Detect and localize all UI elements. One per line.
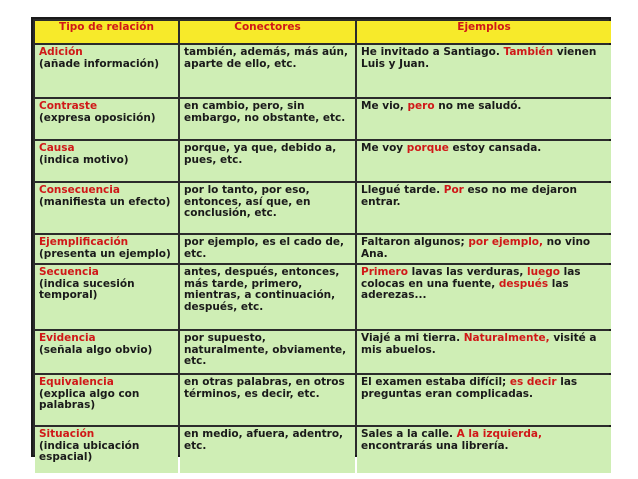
table-row xyxy=(35,331,611,373)
table-row xyxy=(35,375,611,425)
relation-type-cell xyxy=(35,99,178,139)
example-text: lavas las verduras, xyxy=(407,266,527,278)
example-text: estoy cansada. xyxy=(448,142,542,154)
relation-type-name: Causa xyxy=(39,142,75,154)
relation-type-cell xyxy=(35,265,178,329)
relation-type-name: Adición xyxy=(39,46,83,58)
relation-type-description: (expresa oposición) xyxy=(39,111,156,124)
table-row xyxy=(35,183,611,233)
example-cell xyxy=(357,375,611,425)
connectors-cell: por ejemplo, es el cado de, etc. xyxy=(180,235,355,263)
example-text: vienen Luis y Juan. xyxy=(361,46,597,70)
example-cell xyxy=(357,99,611,139)
example-connector-highlight: porque xyxy=(406,142,449,154)
example-cell xyxy=(357,45,611,97)
connectors-table-frame xyxy=(31,17,611,464)
connectors-cell: por lo tanto, por eso, entonces, así que, en conclusión, etc. xyxy=(180,183,355,233)
connectors-cell: antes, después, entonces, más tarde, primero, mientras, a continuación, después, etc. xyxy=(180,265,355,329)
example-connector-highlight: Naturalmente, xyxy=(463,332,550,344)
relation-type-name: Secuencia xyxy=(39,266,99,278)
example-connector-highlight: A la izquierda, xyxy=(456,428,542,440)
relation-type-name: Consecuencia xyxy=(39,184,120,196)
connectors-cell: porque, ya que, debido a, pues, etc. xyxy=(180,141,355,181)
table-row xyxy=(35,141,611,181)
table-header-row xyxy=(35,21,611,43)
connectors-cell: también, además, más aún, aparte de ello, etc. xyxy=(180,45,355,97)
example-connector-highlight: luego xyxy=(527,266,560,278)
example-connector-highlight: También xyxy=(503,46,554,58)
relation-type-description: (explica algo con palabras) xyxy=(39,387,140,412)
relation-type-name: Equivalencia xyxy=(39,376,114,388)
relation-type-cell xyxy=(35,427,178,473)
relation-type-cell xyxy=(35,183,178,233)
example-text: Sales a la calle. xyxy=(361,428,457,440)
relation-type-description: (indica motivo) xyxy=(39,153,129,166)
relation-type-cell xyxy=(35,331,178,373)
example-connector-highlight: es decir xyxy=(509,376,557,388)
table-row xyxy=(35,265,611,329)
relation-type-cell xyxy=(35,235,178,263)
example-cell xyxy=(357,183,611,233)
connectors-cell: en otras palabras, en otros términos, es decir, etc. xyxy=(180,375,355,425)
relation-type-description: (indica ubicación espacial) xyxy=(39,439,140,464)
relation-type-description: (manifiesta un efecto) xyxy=(39,195,171,208)
relation-type-cell xyxy=(35,45,178,97)
example-cell xyxy=(357,265,611,329)
example-text: El examen estaba difícil; xyxy=(361,376,510,388)
connectors-cell: en medio, afuera, adentro, etc. xyxy=(180,427,355,473)
example-text: encontrarás una librería. xyxy=(361,439,509,452)
relation-type-name: Evidencia xyxy=(39,332,96,344)
connectors-table xyxy=(33,19,613,475)
relation-type-description: (señala algo obvio) xyxy=(39,343,153,356)
example-text: He invitado a Santiago. xyxy=(361,46,504,58)
relation-type-name: Ejemplificación xyxy=(39,236,129,248)
example-connector-highlight: por ejemplo, xyxy=(468,236,544,248)
example-text: las aderezas... xyxy=(361,277,569,302)
relation-type-name: Situación xyxy=(39,428,95,440)
relation-type-description: (añade información) xyxy=(39,57,160,70)
example-connector-highlight: después xyxy=(498,277,549,290)
example-text: Viajé a mi tierra. xyxy=(361,332,464,344)
example-cell xyxy=(357,235,611,263)
header-tipo-relacion: Tipo de relación xyxy=(35,21,178,43)
example-text: las colocas en una fuente, xyxy=(361,266,581,290)
example-text: visité a mis abuelos. xyxy=(361,332,597,356)
example-text: Llegué tarde. xyxy=(361,184,444,196)
example-connector-highlight: Por xyxy=(443,184,464,196)
example-text: no me saludó. xyxy=(434,100,522,112)
table-row xyxy=(35,99,611,139)
header-ejemplos: Ejemplos xyxy=(357,21,611,43)
table-row xyxy=(35,235,611,263)
relation-type-description: (indica sucesión temporal) xyxy=(39,277,135,302)
example-cell xyxy=(357,427,611,473)
relation-type-cell xyxy=(35,141,178,181)
example-text: Faltaron algunos; xyxy=(361,236,469,248)
example-text: no vino Ana. xyxy=(361,236,591,260)
relation-type-name: Contraste xyxy=(39,100,98,112)
header-conectores: Conectores xyxy=(180,21,355,43)
example-text: Me voy xyxy=(361,142,407,154)
relation-type-description: (presenta un ejemplo) xyxy=(39,247,171,260)
example-cell xyxy=(357,141,611,181)
example-connector-highlight: pero xyxy=(407,100,435,112)
example-text: Me vio, xyxy=(361,100,408,112)
relation-type-cell xyxy=(35,375,178,425)
example-connector-highlight: Primero xyxy=(361,266,408,278)
table-row xyxy=(35,45,611,97)
connectors-cell: por supuesto, naturalmente, obviamente, etc. xyxy=(180,331,355,373)
example-text: las preguntas eran complicadas. xyxy=(361,376,578,400)
example-cell xyxy=(357,331,611,373)
table-row xyxy=(35,427,611,473)
connectors-cell: en cambio, pero, sin embargo, no obstante, etc. xyxy=(180,99,355,139)
example-text: eso no me dejaron entrar. xyxy=(361,184,577,208)
